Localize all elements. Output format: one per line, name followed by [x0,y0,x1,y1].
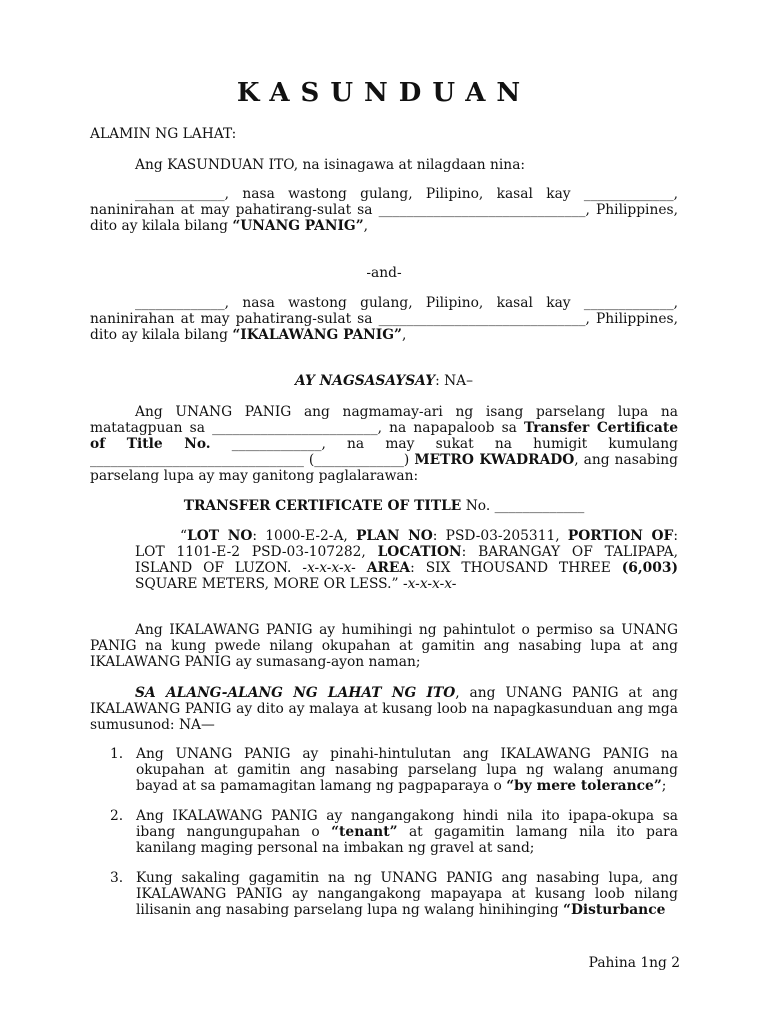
and-separator: -and- [366,265,402,281]
salutation: ALAMIN NG LAHAT: [90,126,237,142]
location-label: LOCATION [377,544,462,560]
party1-end: , [363,218,369,234]
area-value: : SIX THOUSAND THREE [410,560,622,576]
tct-heading [90,498,678,514]
space [356,560,367,576]
party2-label: “IKALAWANG PANIG” [232,327,402,343]
list-item-number: 1. [110,746,124,762]
list-item-end: at gagamitin lamang nila ito para kanilang maging personal na imbakan ng gravel at sand; [136,824,678,856]
plan-no-label: PLAN NO [356,528,433,544]
portion-label: PORTION OF [567,528,674,544]
location-value: : BARANGAY OF TALIPAPA, ISLAND OF LUZON. [135,544,678,576]
list-item-bold: “by mere tolerance” [506,778,662,794]
list-item-text: Kung sakaling gagamitin na ng UNANG PANIG ang nasabing lupa, ang IKALAWANG PANIG ay nangangakong mapayapa at kusang loob nilang lilisanin ang nasabing parselang lupa ng walang hinihinging [136,870,678,918]
separator-mark-1: -x-x-x-x- [302,560,356,576]
party2-paragraph [90,295,678,343]
metro-kwadrado-label: METRO KWADRADO [414,452,575,468]
portion-value: : LOT 1101-E-2 PSD-03-107282, [135,528,679,560]
party1-paragraph-text [90,186,678,234]
list-item [110,870,678,918]
plan-no-value: : PSD-03-205311, [432,528,568,544]
witnesseth-label: AY NAGSASAYSAY [294,373,436,389]
list-item-bold: “tenant” [331,824,398,840]
party1-label: “UNANG PANIG” [232,218,364,234]
property-description [90,528,678,592]
party2-end: , [401,327,407,343]
party2-text: _____________, nasa wastong gulang, Pilipino, kasal kay _____________, naninirahan at may pahatirang-sulat sa ______________________________, Philippines, dito ay kilala bilang [90,295,678,343]
list-item-text: Ang UNANG PANIG ay pinahi-hintulutan ang IKALAWANG PANIG na okupahan at gamitin ang nasabing parselang lupa ng walang anumang bayad at sa pamamagitan lamang ng pagpaparaya o [136,746,678,794]
list-item-bold: “Disturbance [563,902,666,918]
list-item [110,746,678,794]
ownership-text-1: Ang UNANG PANIG ang nagmamay-ari ng isang parselang lupa na matatagpuan sa ________________________, na napapaloob sa [90,404,678,436]
tct-label: Transfer Certificate of Title No. [90,420,678,452]
area-unit: SQUARE METERS, MORE OR LESS.” [135,576,403,592]
consideration-label: SA ALANG-ALANG NG LAHAT NG ITO [135,685,456,701]
list-item [110,808,678,856]
witnesseth-heading [90,373,678,389]
witnesseth-rest: : NA– [435,373,474,389]
intro-paragraph: Ang KASUNDUAN ITO, na isinagawa at nilagdaan nina: [135,157,526,173]
lot-no-value: : 1000-E-2-A, [252,528,357,544]
separator-mark-2: -x-x-x-x- [402,576,457,592]
consideration-paragraph [90,685,678,733]
lot-no-label: LOT NO [187,528,253,544]
ownership-text-2: _____________, na may sukat na humigit kumulang _______________________________ (_____________) [90,436,678,468]
quote-open: “ [180,528,188,544]
list-item-end: ; [661,778,667,794]
ownership-paragraph [90,404,678,484]
list-item-number: 3. [110,870,124,886]
area-number: (6,003) [621,560,678,576]
list-item-text: Ang IKALAWANG PANIG ay nangangakong hindi nila ito ipapa-okupa sa ibang nangungupahan o [136,808,678,840]
party1-text: _____________, nasa wastong gulang, Pilipino, kasal kay _____________, naninirahan at may pahatirang-sulat sa ______________________________, Philippines, dito ay kilala bilang [90,186,678,234]
page-number: Pahina 1ng 2 [588,955,680,971]
ownership-text-3: , ang nasabing parselang lupa ay may ganitong paglalarawan: [90,452,679,484]
list-item-number: 2. [110,808,124,824]
tct-heading-label: TRANSFER CERTIFICATE OF TITLE [183,498,462,514]
consideration-text: , ang UNANG PANIG at ang IKALAWANG PANIG ay dito ay malaya at kusang loob na napagkasunduan ang mga sumusunod: NA— [90,685,678,733]
document-title: KASUNDUAN [236,78,532,108]
area-label: AREA [366,560,411,576]
tct-heading-rest: No. _____________ [461,498,585,514]
request-paragraph: Ang IKALAWANG PANIG ay humihingi ng pahintulot o permiso sa UNANG PANIG na kung pwede nilang okupahan at gamitin ang nasabing lupa at ang IKALAWANG PANIG ay sumasang-ayon naman; [90,622,678,670]
